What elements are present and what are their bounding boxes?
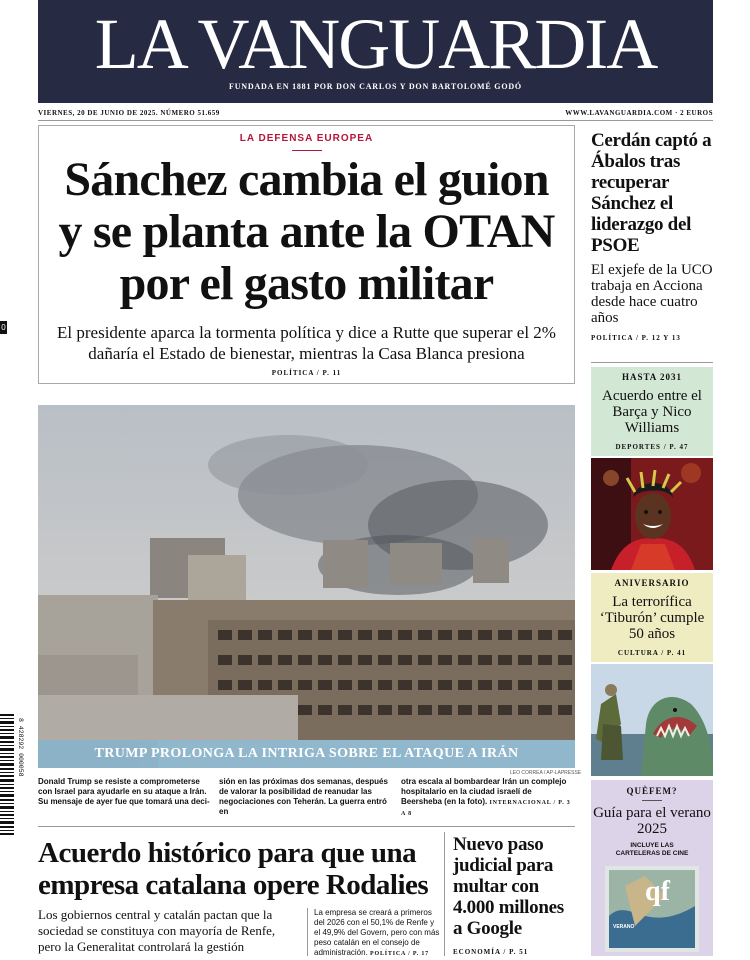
- culture-teaser[interactable]: [591, 573, 713, 662]
- dateline: [38, 109, 713, 121]
- trump-text-col3: [401, 777, 573, 819]
- supplement-cover-label: VERANO: [613, 924, 635, 930]
- quefem-headline: Guía para el verano 2025: [593, 805, 711, 837]
- lead-section-label: LA DEFENSA EUROPEA: [239, 133, 374, 144]
- sport-page-ref: DEPORTES / P. 47: [615, 443, 689, 451]
- founded-line: FUNDADA EN 1881 POR DON CARLOS Y DON BARTOLOMÉ GODÓ: [229, 82, 522, 91]
- photo-caption: TRUMP PROLONGA LA INTRIGA SOBRE EL ATAQUE A IRÁN: [38, 740, 575, 768]
- trump-page-ref: INTERNACIONAL / P. 3 A 8: [401, 800, 571, 817]
- photo-credit: LEO CORREA / AP-LAPRESSE: [510, 770, 582, 776]
- barcode-number: 8 428292 000058: [17, 718, 24, 777]
- trump-text-col3-body: otra escala al bombardear Irán un complejo hospitalario en la ciudad israelí de Beersheba (en la foto).: [401, 777, 567, 806]
- website-price: WWW.LAVANGUARDIA.COM · 2 EUROS: [565, 109, 713, 117]
- trump-text-col1: Donald Trump se resiste a comprometerse con Israel para ayudarle en su ataque a Irán. Su mensaje de ayer fue que tomará una deci-: [38, 777, 210, 806]
- side-story[interactable]: [591, 130, 713, 342]
- divider: [38, 826, 575, 827]
- side-deck: El exjefe de la UCO trabaja en Acciona desde hace cuatro años: [591, 262, 713, 326]
- divider: [591, 362, 713, 363]
- rodalies-deck: Los gobiernos central y catalán pactan que la sociedad se constituya con mayoría de Renfe, pero la Generalitat controlará la gestión: [38, 907, 276, 954]
- barcode: [0, 714, 24, 854]
- culture-page-ref: CULTURA / P. 41: [617, 649, 687, 657]
- quefem-teaser[interactable]: [591, 780, 713, 956]
- trump-text-col2: sión en las próximas dos semanas, después de valorar la posibilidad de reanudar las negociaciones con Teherán. La guerra entró en: [219, 777, 388, 816]
- side-page-ref: POLÍTICA / P. 12 Y 13: [591, 334, 681, 342]
- lead-page-ref: POLÍTICA / P. 11: [271, 369, 342, 377]
- supplement-cover-image: [605, 866, 699, 952]
- rodalies-page-ref: POLÍTICA / P. 17: [370, 951, 429, 957]
- side-headline: Cerdán captó a Ábalos tras recuperar Sánchez el liderazgo del PSOE: [591, 130, 712, 256]
- quefem-includes-line: INCLUYE LAS: [630, 842, 674, 849]
- player-photo: [591, 458, 713, 570]
- divider: [307, 908, 308, 956]
- lead-deck: El presidente aparca la tormenta política y dice a Rutte que superar el 2% dañaría el Estado de bienestar, mientras la Casa Blanca presiona: [57, 323, 556, 363]
- rodalies-headline-line: empresa catalana opere Rodalies: [38, 869, 429, 901]
- culture-headline: La terrorífica ‘Tiburón’ cumple 50 años: [599, 594, 705, 642]
- masthead: [38, 0, 713, 103]
- edge-mark: 0: [1, 323, 6, 332]
- rodalies-side-text: [314, 908, 442, 959]
- newspaper-title: LA VANGUARDIA: [94, 4, 657, 84]
- quefem-kicker: QUÈFEM?: [626, 786, 678, 796]
- section-rule: [292, 150, 322, 151]
- lead-headline-line: y se planta ante la OTAN: [58, 205, 555, 258]
- rodalies-headline-line: Acuerdo histórico para que una: [38, 837, 417, 869]
- supplement-logo: qf: [645, 876, 670, 907]
- kicker-rule: [642, 800, 662, 801]
- main-photo: [38, 405, 575, 768]
- sport-teaser[interactable]: [591, 367, 713, 456]
- rodalies-headline[interactable]: [38, 837, 458, 901]
- quefem-includes: [591, 842, 713, 858]
- culture-kicker: ANIVERSARIO: [614, 578, 690, 588]
- issue-date: VIERNES, 20 DE JUNIO DE 2025. NÚMERO 51.659: [38, 109, 220, 117]
- lead-headline: [45, 154, 568, 310]
- lead-headline-line: por el gasto militar: [119, 257, 494, 310]
- lead-headline-line: Sánchez cambia el guion: [64, 153, 549, 206]
- shark-photo: [591, 664, 713, 776]
- lead-story[interactable]: [38, 125, 575, 384]
- quefem-includes-line: CARTELERAS DE CINE: [615, 850, 689, 857]
- google-page-ref: ECONOMÍA / P. 51: [453, 948, 529, 956]
- sport-headline: Acuerdo entre el Barça y Nico Williams: [602, 388, 702, 436]
- sport-kicker: HASTA 2031: [621, 372, 683, 382]
- google-headline[interactable]: Nuevo paso judicial para multar con 4.000 millones a Google: [453, 834, 564, 939]
- rodalies-side-body: La empresa se creará a primeros del 2026 con el 50,1% de Renfe y el 49,9% del Govern, pero con más peso catalán en el consejo de administración.: [314, 908, 440, 957]
